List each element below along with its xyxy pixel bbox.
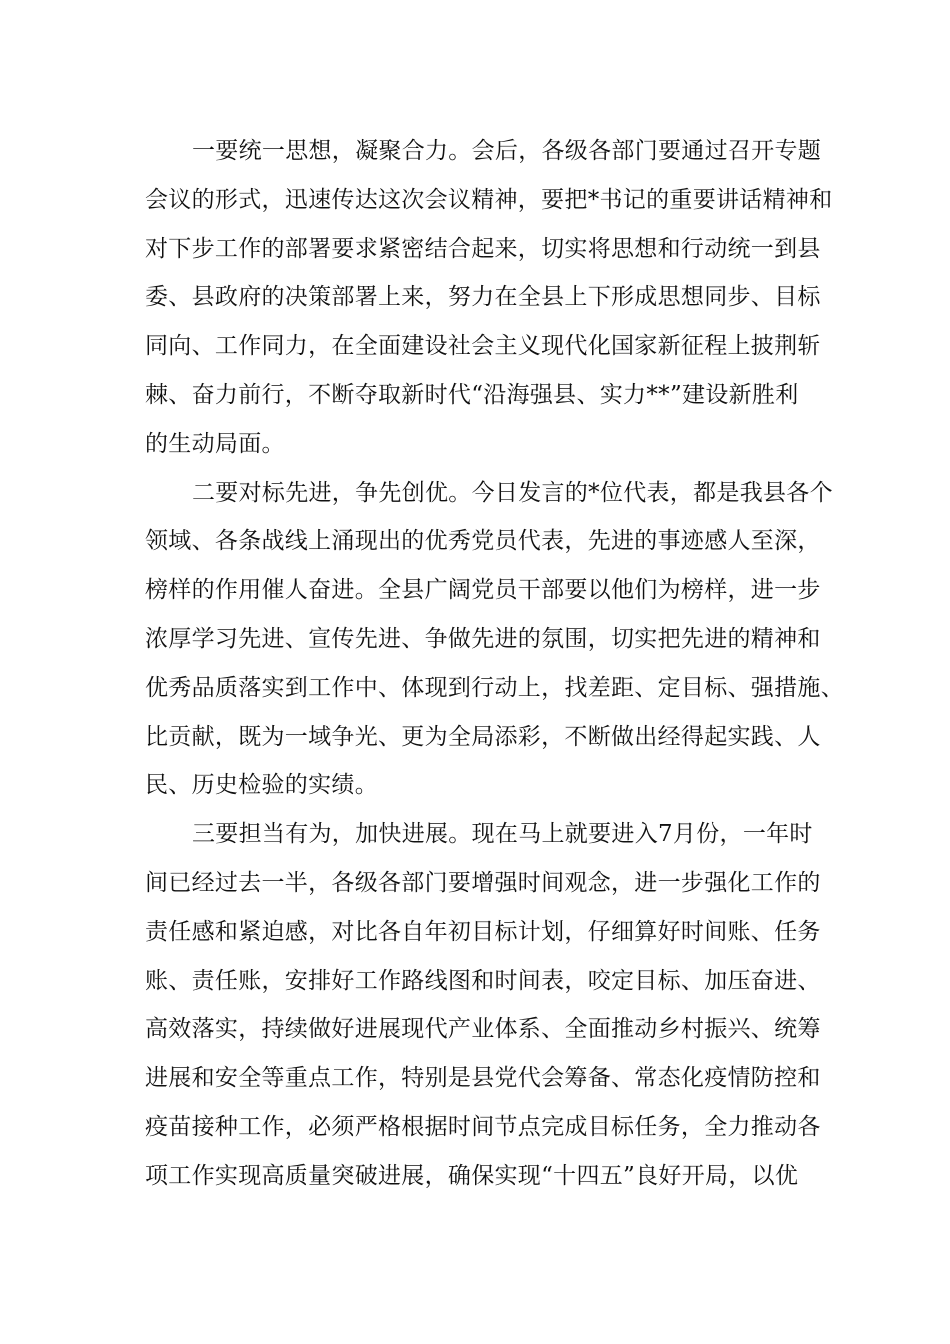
text-line: 委、县政府的决策部署上来，努力在全县上下形成思想同步、目标 [145,284,821,311]
text-line: 进展和安全等重点工作，特别是县党代会筹备、常态化疫情防控和 [145,1065,821,1092]
text-line: 比贡献，既为一域争光、更为全局添彩，不断做出经得起实践、人 [145,723,821,750]
text-line: 领域、各条战线上涌现出的优秀党员代表，先进的事迹感人至深， [145,528,821,555]
text-line: 优秀品质落实到工作中、体现到行动上，找差距、定目标、强措施、 [145,674,844,701]
paragraph-1 [145,127,833,469]
text-line: 同向、工作同力，在全面建设社会主义现代化国家新征程上披荆斩 [145,333,821,360]
text-line: 榜样的作用催人奋进。全县广阔党员干部要以他们为榜样，进一步 [145,577,821,604]
text-line: 会议的形式，迅速传达这次会议精神，要把*书记的重要讲话精神和 [145,186,833,213]
text-line: 三要担当有为，加快进展。现在马上就要进入7月份，一年时 [192,821,813,848]
text-line: 棘、奋力前行，不断夺取新时代“沿海强县、实力**”建设新胜利 [145,381,799,408]
text-line: 疫苗接种工作，必须严格根据时间节点完成目标任务，全力推动各 [145,1113,821,1140]
text-line: 浓厚学习先进、宣传先进、争做先进的氛围，切实把先进的精神和 [145,625,821,652]
text-line: 二要对标先进，争先创优。今日发言的*位代表，都是我县各个 [192,479,833,506]
text-line: 间已经过去一半，各级各部门要增强时间观念，进一步强化工作的 [145,869,821,896]
text-line: 责任感和紧迫感，对比各自年初目标计划，仔细算好时间账、任务 [145,918,821,945]
paragraph-2 [145,469,844,811]
text-line: 对下步工作的部署要求紧密结合起来，切实将思想和行动统一到县 [145,235,821,262]
text-line: 民、历史检验的实绩。 [145,772,378,799]
document-body [145,127,844,1201]
text-line: 的生动局面。 [145,430,285,457]
text-line: 账、责任账，安排好工作路线图和时间表，咬定目标、加压奋进、 [145,967,821,994]
text-line: 一要统一思想，凝聚合力。会后，各级各部门要通过召开专题 [192,138,822,164]
text-line: 项工作实现高质量突破进展，确保实现“十四五”良好开局，以优 [145,1162,799,1189]
text-line: 高效落实，持续做好进展现代产业体系、全面推动乡村振兴、统筹 [145,1016,821,1043]
paragraph-3 [145,810,825,1200]
